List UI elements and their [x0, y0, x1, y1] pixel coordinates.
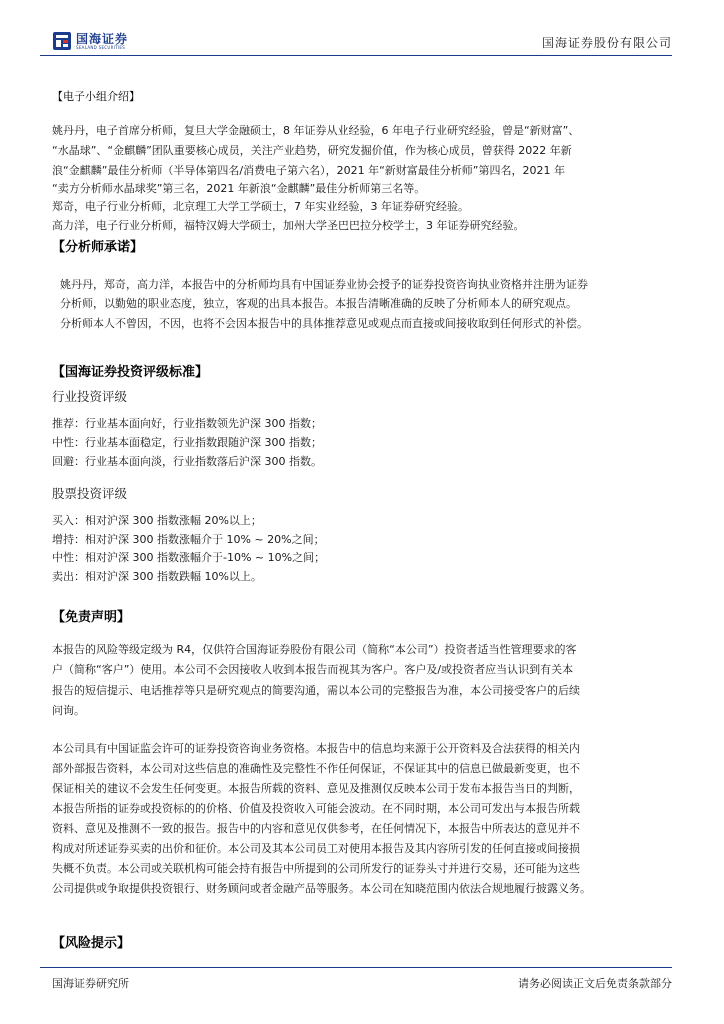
disclaimer-line: 本报告所指的证券或投资标的的价格、价值及投资收入可能会波动。在不同时期，本公司可发出与本报告所载: [52, 802, 580, 815]
disclaimer-line: 户（简称“客户”）使用。本公司不会因接收人收到本报告而视其为客户。客户及/或投资者应当认识到有关本: [52, 663, 574, 676]
commitment-line: 分析师，以勤勉的职业态度，独立，客观的出具本报告。本报告清晰准确的反映了分析师本人的研究观点。: [60, 297, 577, 310]
disclaimer-line: 保证相关的建议不会发生任何变更。本报告所载的资料、意见及推测仅反映本公司于发布本报告当日的判断，: [52, 782, 580, 795]
disclaimer-line: 问询。: [52, 704, 85, 717]
disclaimer-line: 本公司具有中国证监会许可的证券投资咨询业务资格。本报告中的信息均来源于公开资料及合法获得的相关内: [52, 742, 580, 755]
disclaimer-line: 失概不负责。本公司或关联机构可能会持有报告中所提到的公司所发行的证券头寸并进行交易，还可能为这些: [52, 862, 580, 875]
intro-line: 姚丹丹，电子首席分析师，复旦大学金融硕士，8 年证券从业经验，6 年电子行业研究经验，曾是“新财富”、: [52, 124, 580, 137]
footer-disclaimer-note: 请务必阅读正文后免责条款部分: [518, 977, 672, 990]
footer-divider: [40, 967, 672, 968]
disclaimer-line: 公司提供或争取提供投资银行、财务顾问或者金融产品等服务。本公司在知晓范围内依法合规地履行披露义务。: [52, 882, 591, 895]
disclaimer-heading: 【免责声明】: [52, 610, 131, 625]
logo-chinese-name: 国海证券: [76, 31, 129, 46]
commitment-line: 分析师本人不曾因，不因，也将不会因本报告中的具体推荐意见或观点而直接或间接收取到任何形式的补偿。: [60, 317, 588, 330]
commitment-heading: 【分析师承诺】: [52, 240, 144, 255]
sealand-logo-icon: [52, 31, 72, 51]
intro-line: 浪“金麒麟”最佳分析师（半导体第四名/消费电子第六名），2021 年“新财富最佳分析师”第四名，2021 年: [52, 164, 565, 177]
page-header: [52, 26, 672, 54]
commitment-line: 姚丹丹，郑奇，高力洋，本报告中的分析师均具有中国证券业协会授予的证券投资咨询执业资格并注册为证券: [60, 278, 588, 291]
risk-heading: 【风险提示】: [52, 936, 131, 951]
company-logo: [52, 30, 128, 52]
header-divider: [40, 55, 672, 56]
disclaimer-line: 报告的短信提示、电话推荐等只是研究观点的简要沟通，需以本公司的完整报告为准，本公司接受客户的后续: [52, 684, 580, 697]
intro-line: “卖方分析师水晶球奖”第三名，2021 年新浪“金麒麟”最佳分析师第三名等。: [52, 182, 426, 195]
rating-heading: 【国海证券投资评级标准】: [52, 365, 209, 380]
logo-english-name: SEALAND SECURITIES: [76, 44, 126, 50]
footer-institute: 国海证券研究所: [52, 977, 129, 990]
stock-rating-line: 中性：相对沪深 300 指数涨幅介于-10% ~ 10%之间；: [52, 551, 326, 564]
stock-rating-line: 买入：相对沪深 300 指数涨幅 20%以上；: [52, 514, 262, 527]
disclaimer-line: 部外部报告资料，本公司对这些信息的准确性及完整性不作任何保证，不保证其中的信息已做最新变更，也不: [52, 762, 580, 775]
industry-rating-line: 回避：行业基本面向淡，行业指数落后沪深 300 指数。: [52, 455, 322, 468]
industry-rating-line: 推荐：行业基本面向好，行业指数领先沪深 300 指数；: [52, 417, 322, 430]
intro-line: 郑奇，电子行业分析师，北京理工大学工学硕士，7 年实业经验，3 年证券研究经验。: [52, 200, 469, 213]
disclaimer-line: 本报告的风险等级定级为 R4，仅供符合国海证券股份有限公司（简称“本公司”）投资者适当性管理要求的客: [52, 643, 577, 656]
stock-rating-title: 股票投资评级: [52, 486, 128, 501]
disclaimer-line: 资料、意见及推测不一致的报告。报告中的内容和意见仅供参考，在任何情况下，本报告中所表达的意见并不: [52, 822, 580, 835]
company-name: 国海证券股份有限公司: [541, 36, 672, 50]
intro-heading: 【电子小组介绍】: [52, 90, 140, 103]
disclaimer-line: 构成对所述证券买卖的出价和征价。本公司及其本公司员工对使用本报告及其内容所引发的任何直接或间接损: [52, 842, 580, 855]
stock-rating-line: 增持：相对沪深 300 指数涨幅介于 10% ~ 20%之间；: [52, 533, 325, 546]
stock-rating-line: 卖出：相对沪深 300 指数跌幅 10%以上。: [52, 570, 262, 583]
industry-rating-title: 行业投资评级: [52, 389, 128, 404]
intro-line: “水晶球”、“金麒麟”团队重要核心成员，关注产业趋势，研究发掘价值，作为核心成员，曾获得 2022 年新: [52, 144, 572, 157]
industry-rating-line: 中性：行业基本面稳定，行业指数跟随沪深 300 指数；: [52, 436, 322, 449]
intro-line: 高力洋，电子行业分析师，福特汉姆大学硕士，加州大学圣巴巴拉分校学士，3 年证券研究经验。: [52, 219, 525, 232]
